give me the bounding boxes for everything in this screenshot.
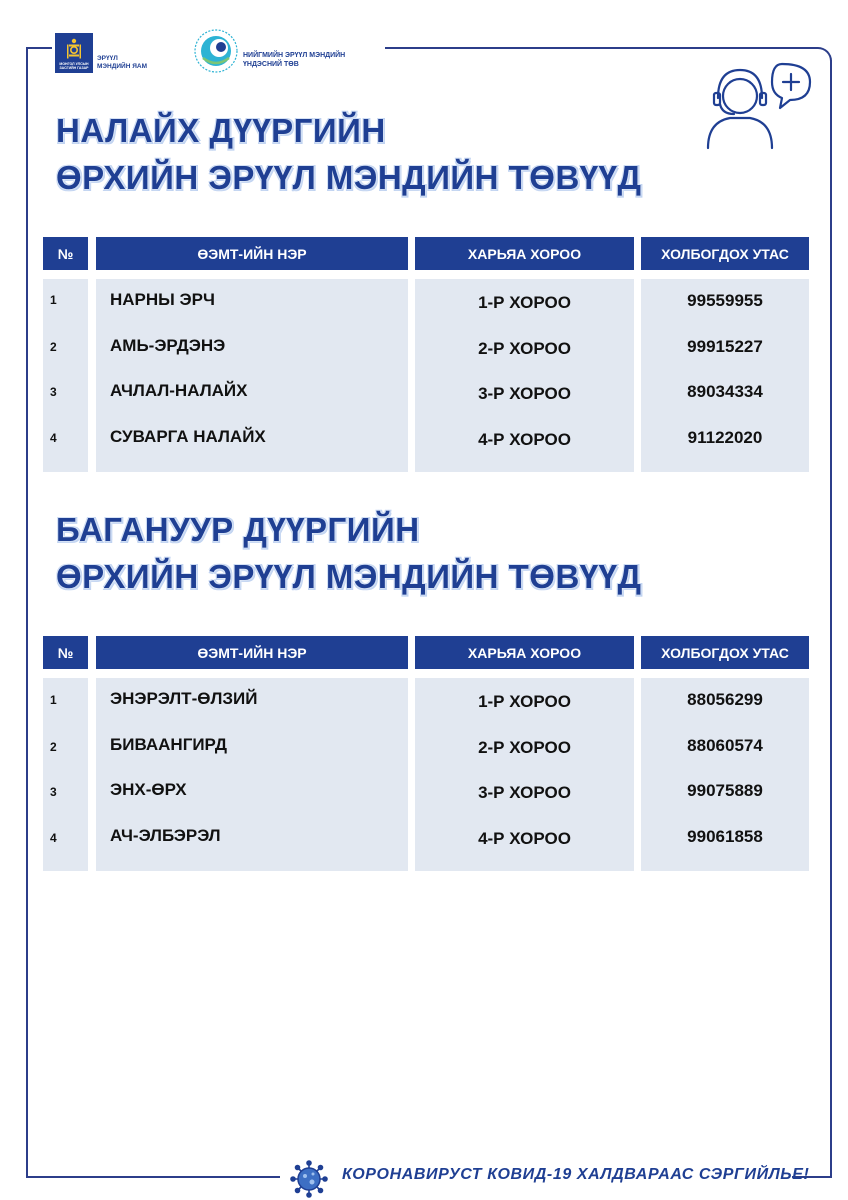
row-number: 3 xyxy=(50,385,57,399)
ministry-logo xyxy=(55,33,93,73)
section2-heading-line1: БАГАНУУР ДҮҮРГИЙН xyxy=(56,511,420,548)
frame-top-left xyxy=(26,47,52,49)
row-khoroo: 3-Р ХОРОО xyxy=(478,384,571,403)
row-name: БИВААНГИРД xyxy=(110,735,227,754)
row-number: 1 xyxy=(50,293,57,307)
row-khoroo: 2-Р ХОРОО xyxy=(478,738,571,757)
row-phone: 99075889 xyxy=(687,781,763,800)
s1-header-khoroo: ХАРЬЯА ХОРОО xyxy=(415,237,634,270)
footer-slogan: КОРОНАВИРУСТ КОВИД-19 ХАЛДВАРААС СЭРГИЙЛЬЕ! xyxy=(342,1166,810,1183)
s1-header-name: ӨЭМТ-ИЙН НЭР xyxy=(96,237,408,270)
row-khoroo: 2-Р ХОРОО xyxy=(478,339,571,358)
row-name: АМЬ-ЭРДЭНЭ xyxy=(110,336,226,355)
s1-header-phone: ХОЛБОГДОХ УТАС xyxy=(641,237,809,270)
row-name: АЧ-ЭЛБЭРЭЛ xyxy=(110,826,221,845)
row-phone: 91122020 xyxy=(687,428,763,447)
center-logo-icon xyxy=(193,28,239,74)
row-khoroo: 1-Р ХОРОО xyxy=(478,692,571,711)
center-name-line2: ҮНДЭСНИЙ ТӨВ xyxy=(243,61,299,68)
row-phone: 88060574 xyxy=(687,736,763,755)
row-phone: 89034334 xyxy=(687,382,763,401)
row-phone: 99559955 xyxy=(687,291,763,310)
row-khoroo: 4-Р ХОРОО xyxy=(478,430,571,449)
ministry-name-line2: МЭНДИЙН ЯАМ xyxy=(97,63,147,70)
row-name: ЭНХ-ӨРХ xyxy=(110,780,187,799)
s2-header-name: ӨЭМТ-ИЙН НЭР xyxy=(96,636,408,669)
row-phone: 99061858 xyxy=(687,827,763,846)
frame-bottom-left xyxy=(26,1176,280,1178)
coronavirus-icon xyxy=(290,1160,328,1198)
s2-header-phone: ХОЛБОГДОХ УТАС xyxy=(641,636,809,669)
s2-header-number: № xyxy=(43,636,88,669)
row-khoroo: 1-Р ХОРОО xyxy=(478,293,571,312)
center-name xyxy=(243,51,345,69)
row-name: СУВАРГА НАЛАЙХ xyxy=(110,427,266,446)
ministry-name xyxy=(97,55,147,71)
section2-heading-line2: ӨРХИЙН ЭРҮҮЛ МЭНДИЙН ТӨВҮҮД xyxy=(56,558,642,595)
row-khoroo: 4-Р ХОРОО xyxy=(478,829,571,848)
ministry-logo-caption: МОНГОЛ УЛСЫН ЗАСГИЙН ГАЗАР xyxy=(59,62,89,70)
headset-support-icon xyxy=(700,60,818,152)
section1-heading-line1: НАЛАЙХ ДҮҮРГИЙН xyxy=(56,112,386,149)
center-name-line1: НИЙГМИЙН ЭРҮҮЛ МЭНДИЙН xyxy=(243,52,346,59)
row-number: 3 xyxy=(50,785,57,799)
section1-heading-line2: ӨРХИЙН ЭРҮҮЛ МЭНДИЙН ТӨВҮҮД xyxy=(56,159,642,196)
s2-header-khoroo: ХАРЬЯА ХОРОО xyxy=(415,636,634,669)
frame-left xyxy=(26,47,28,1177)
s1-header-number: № xyxy=(43,237,88,270)
row-name: АЧЛАЛ-НАЛАЙХ xyxy=(110,381,248,400)
row-phone: 99915227 xyxy=(687,337,763,356)
row-number: 4 xyxy=(50,431,57,445)
ministry-name-line1: ЭРҮҮЛ xyxy=(97,55,118,62)
row-name: ЭНЭРЭЛТ-ӨЛЗИЙ xyxy=(110,689,258,708)
frame-right xyxy=(830,60,832,1178)
row-name: НАРНЫ ЭРЧ xyxy=(110,290,215,309)
row-khoroo: 3-Р ХОРОО xyxy=(478,783,571,802)
soyombo-icon xyxy=(67,38,81,60)
frame-top-right xyxy=(385,47,817,49)
row-number: 1 xyxy=(50,693,57,707)
row-number: 2 xyxy=(50,740,57,754)
row-phone: 88056299 xyxy=(687,690,763,709)
row-number: 4 xyxy=(50,831,57,845)
row-number: 2 xyxy=(50,340,57,354)
